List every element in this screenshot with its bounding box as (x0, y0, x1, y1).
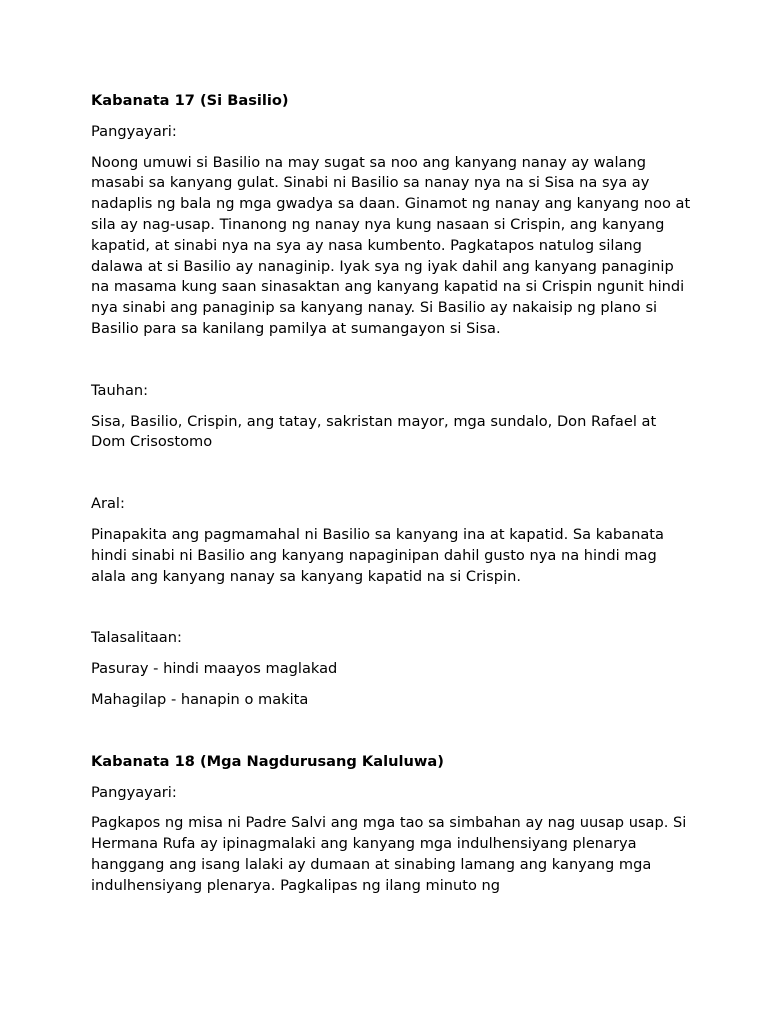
chapter-17-lesson-label: Aral: (91, 495, 125, 513)
spacer (91, 597, 691, 628)
document-page (91, 91, 691, 907)
spacer (91, 350, 691, 381)
vocab-item: Pasuray - hindi maayos maglakad (91, 660, 338, 678)
chapter-17-lesson-text: Pinapakita ang pagmamahal ni Basilio sa kanyang ina at kapatid. Sa kabanata hindi sinabi ni Basilio ang kanyang napaginipan dahil gusto nya na hindi mag alala ang kanyang nanay sa kanyang kapatid na si Crispin. (91, 525, 664, 585)
chapter-18-title: Kabanata 18 (Mga Nagdurusang Kaluluwa) (91, 752, 444, 770)
chapter-17-events-label: Pangyayari: (91, 122, 177, 140)
chapter-18-events-text: Pagkapos ng misa ni Padre Salvi ang mga tao sa simbahan ay nag uusap usap. Si Hermana Rufa ay ipinagmalaki ang kanyang mga indulhensiyang plenarya hanggang ang isang lalaki ay dumaan at sinabing lamang ang kanyang mga indulhensiyang plenarya. Pagkalipas ng ilang minuto ng (91, 814, 687, 894)
chapter-17-characters-text: Sisa, Basilio, Crispin, ang tatay, sakristan mayor, mga sundalo, Don Rafael at Dom Crisostomo (91, 412, 657, 451)
chapter-17-vocab-label: Talasalitaan: (91, 629, 182, 647)
chapter-17-events-text: Noong umuwi si Basilio na may sugat sa noo ang kanyang nanay ay walang masabi sa kanyang gulat. Sinabi ni Basilio sa nanay nya na si Sisa na sya ay nadaplis ng bala ng mga gwadya sa daan. Ginamot ng nanay ang kanyang noo at sila ay nag-usap. Tinanong ng nanay nya kung nasaan si Crispin, ang kanyang kapatid, at sinabi nya na sya ay nasa kumbento. Pagkatapos natulog silang dalawa at si Basilio ay nanaginip. Iyak sya ng iyak dahil ang kanyang panaginip na masama kung saan sinasaktan ang kanyang kapatid na si Crispin ngunit hindi nya sinabi ang panaginip sa kanyang nanay. Si Basilio ay nakaisip ng plano si Basilio para sa kanilang pamilya at sumangayon si Sisa. (91, 153, 691, 337)
spacer (91, 721, 691, 752)
chapter-17-title: Kabanata 17 (Si Basilio) (91, 92, 289, 109)
chapter-18-events-label: Pangyayari: (91, 783, 177, 801)
chapter-17-characters-label: Tauhan: (91, 381, 149, 399)
spacer (91, 463, 691, 494)
vocab-item: Mahagilap - hanapin o makita (91, 690, 309, 708)
